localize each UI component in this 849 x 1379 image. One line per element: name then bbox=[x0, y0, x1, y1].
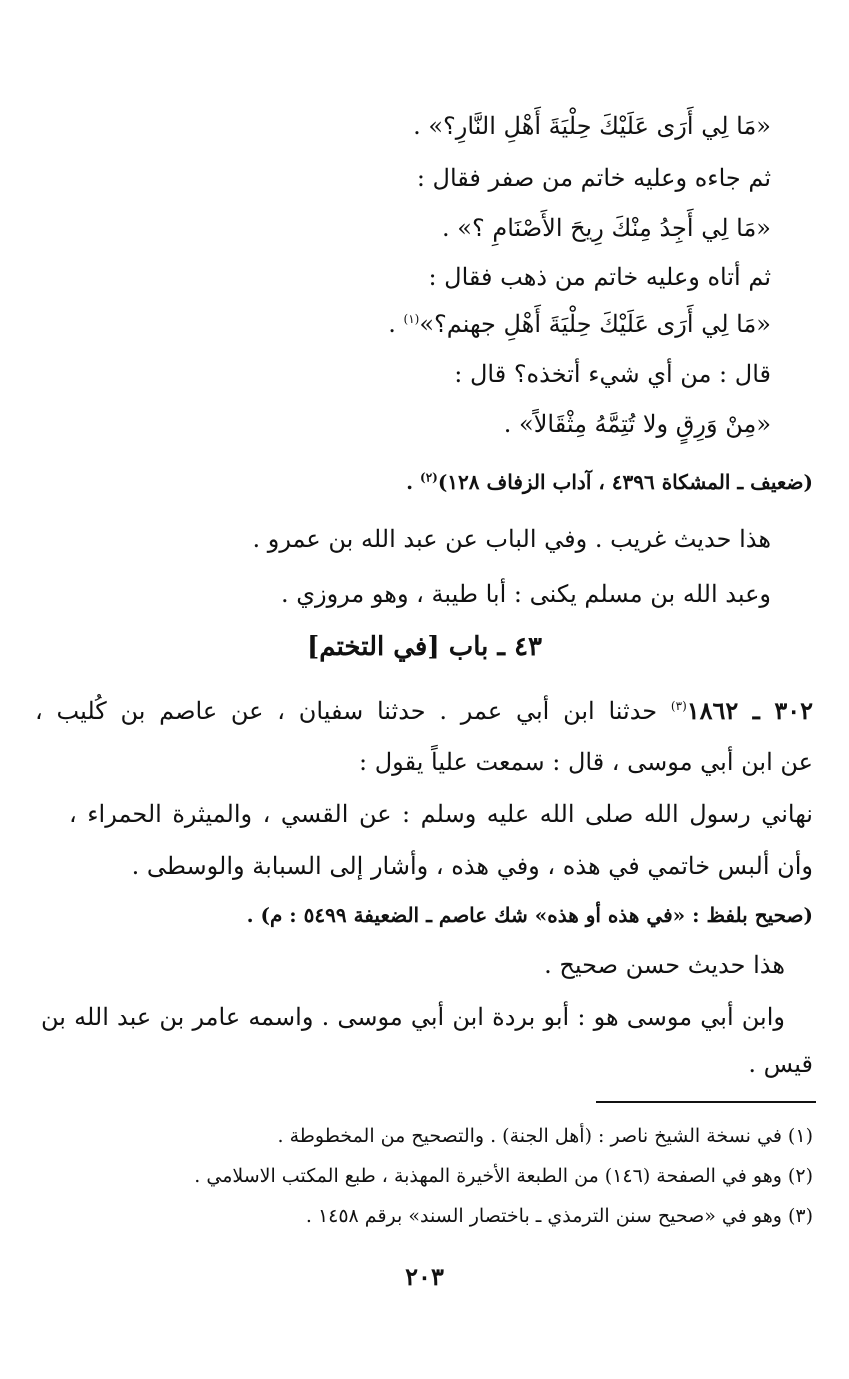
footnote-marker: (٣) bbox=[670, 699, 687, 713]
hadith-quote: «مَا لِي أَرَى عَلَيْكَ حِلْيَةَ أَهْلِ جهنم؟» bbox=[419, 310, 771, 338]
hadith-line: وأن ألبس خاتمي في هذه ، وفي هذه ، وأشار إلى السبابة والوسطى . bbox=[131, 852, 813, 880]
text-line: قال : من أي شيء أتخذه؟ قال : bbox=[454, 360, 771, 388]
text-line: ثم أتاه وعليه خاتم من ذهب فقال : bbox=[428, 263, 771, 291]
page-number: ٢٠٣ bbox=[405, 1262, 444, 1291]
text-line: «مِنْ وَرِقٍ ولا تُتِمَّهُ مِثْقَالاً» . bbox=[503, 410, 771, 438]
text-line: «مَا لِي أَرَى عَلَيْكَ حِلْيَةَ أَهْلِ جهنم؟»$^{(١)}$ . bbox=[388, 310, 771, 338]
grading-note: (صحيح بلفظ : «في هذه أو هذه» شك عاصم ـ الضعيفة ٥٤٩٩ : م) . bbox=[246, 903, 813, 927]
commentary-line: قيس . bbox=[748, 1050, 813, 1078]
footnote-item: (٣) وهو في «صحيح سنن الترمذي ـ باختصار السند» برقم ١٤٥٨ . bbox=[305, 1205, 813, 1227]
hadith-line: عن ابن أبي موسى ، قال : سمعت علياً يقول : bbox=[359, 748, 813, 776]
commentary-line: وعبد الله بن مسلم يكنى : أبا طيبة ، وهو مروزي . bbox=[280, 580, 771, 608]
text-line: «مَا لِي أَرَى عَلَيْكَ حِلْيَةَ أَهْلِ النَّارِ؟» . bbox=[413, 112, 771, 140]
commentary-line: وابن أبي موسى هو : أبو بردة ابن أبي موسى . واسمه عامر بن عبد الله بن bbox=[41, 1003, 785, 1031]
footnote-item: (٢) وهو في الصفحة (١٤٦) من الطبعة الأخيرة المهذبة ، طبع المكتب الاسلامي . bbox=[194, 1165, 813, 1187]
grading-note: (ضعيف ـ المشكاة ٤٣٩٦ ، آداب الزفاف ١٢٨)$^{(٢)}$ . bbox=[406, 470, 813, 494]
footnote-item: (١) في نسخة الشيخ ناصر : (أهل الجنة) . والتصحيح من المخطوطة . bbox=[277, 1125, 813, 1147]
commentary-line: هذا حديث غريب . وفي الباب عن عبد الله بن عمرو . bbox=[252, 525, 771, 553]
footnote-marker: (٢) bbox=[420, 470, 438, 485]
text-line: «مَا لِي أَجِدُ مِنْكَ رِيحَ الأَصْنَامِ ؟» . bbox=[442, 214, 771, 242]
footnote-marker: (١) bbox=[403, 312, 420, 326]
hadith-number: ٣٠٢ ـ ١٨٦٢ bbox=[686, 696, 813, 725]
commentary-line: هذا حديث حسن صحيح . bbox=[544, 951, 785, 979]
footnote-divider bbox=[596, 1101, 816, 1103]
text-line: ثم جاءه وعليه خاتم من صفر فقال : bbox=[416, 164, 771, 192]
chapter-heading: ٤٣ ـ باب [في التختم] bbox=[306, 632, 543, 662]
hadith-line: ٣٠٢ ـ ١٨٦٢$^{(٣)}$ حدثنا ابن أبي عمر . حدثنا سفيان ، عن عاصم بن كُليب ، bbox=[35, 696, 813, 725]
hadith-line: نهاني رسول الله صلى الله عليه وسلم : عن القسي ، والميثرة الحمراء ، bbox=[69, 800, 813, 828]
